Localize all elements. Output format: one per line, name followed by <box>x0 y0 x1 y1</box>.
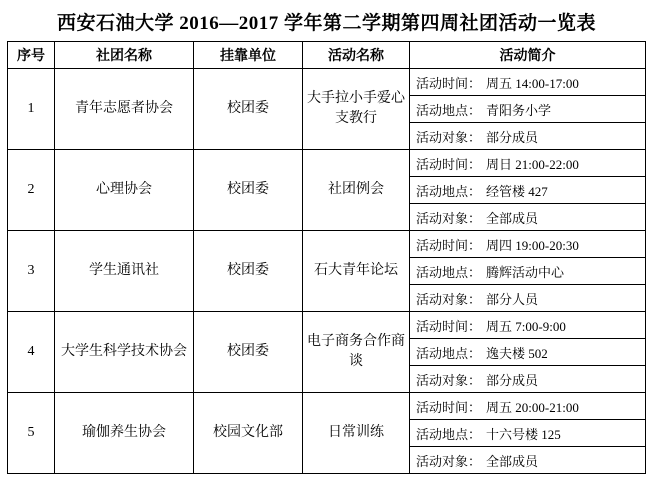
cell-unit: 校团委 <box>194 150 303 231</box>
detail-time <box>410 231 645 258</box>
detail-target <box>410 447 645 474</box>
table-row <box>8 393 646 474</box>
detail-label-time: 活动时间： <box>416 237 482 253</box>
cell-activity: 电子商务合作商谈 <box>303 312 410 393</box>
cell-club: 大学生科学技术协会 <box>55 312 194 393</box>
detail-place <box>410 420 645 447</box>
column-header-no: 序号 <box>8 42 55 69</box>
detail-time <box>410 393 645 420</box>
detail-table <box>410 231 645 311</box>
detail-value-time: 周五 20:00-21:00 <box>486 399 579 415</box>
detail-target <box>410 366 645 393</box>
cell-activity: 大手拉小手爱心支教行 <box>303 69 410 150</box>
cell-activity: 石大青年论坛 <box>303 231 410 312</box>
detail-target <box>410 285 645 312</box>
cell-description <box>410 312 646 393</box>
detail-target <box>410 123 645 150</box>
cell-unit: 校团委 <box>194 231 303 312</box>
detail-place <box>410 339 645 366</box>
cell-no: 4 <box>8 312 55 393</box>
detail-row-target <box>410 366 645 393</box>
detail-table <box>410 393 645 473</box>
detail-label-place: 活动地点： <box>416 264 482 280</box>
detail-row-time <box>410 312 645 339</box>
cell-club: 心理协会 <box>55 150 194 231</box>
column-header-description: 活动简介 <box>410 42 646 69</box>
column-header-activity: 活动名称 <box>303 42 410 69</box>
cell-club: 学生通讯社 <box>55 231 194 312</box>
detail-label-time: 活动时间： <box>416 318 482 334</box>
detail-time <box>410 150 645 177</box>
cell-description <box>410 69 646 150</box>
cell-activity: 社团例会 <box>303 150 410 231</box>
cell-no: 3 <box>8 231 55 312</box>
detail-row-time <box>410 231 645 258</box>
detail-value-target: 部分成员 <box>486 372 539 388</box>
detail-value-target: 全部成员 <box>486 453 539 469</box>
detail-target <box>410 204 645 231</box>
detail-value-place: 逸夫楼 502 <box>486 345 548 361</box>
cell-description <box>410 150 646 231</box>
detail-row-target <box>410 447 645 474</box>
detail-value-place: 十六号楼 125 <box>486 426 561 442</box>
detail-place <box>410 177 645 204</box>
cell-unit: 校园文化部 <box>194 393 303 474</box>
detail-label-place: 活动地点： <box>416 183 482 199</box>
detail-row-place <box>410 96 645 123</box>
cell-unit: 校团委 <box>194 312 303 393</box>
detail-table <box>410 69 645 149</box>
detail-label-target: 活动对象： <box>416 210 482 226</box>
detail-row-time <box>410 393 645 420</box>
detail-value-time: 周五 14:00-17:00 <box>486 75 579 91</box>
detail-label-time: 活动时间： <box>416 156 482 172</box>
detail-row-place <box>410 177 645 204</box>
detail-row-target <box>410 285 645 312</box>
detail-value-target: 全部成员 <box>486 210 539 226</box>
detail-place <box>410 258 645 285</box>
detail-value-target: 部分成员 <box>486 129 539 145</box>
cell-no: 1 <box>8 69 55 150</box>
cell-activity: 日常训练 <box>303 393 410 474</box>
table-body <box>8 69 646 474</box>
detail-label-place: 活动地点： <box>416 345 482 361</box>
detail-label-time: 活动时间： <box>416 75 482 91</box>
detail-label-target: 活动对象： <box>416 129 482 145</box>
detail-label-target: 活动对象： <box>416 372 482 388</box>
detail-row-place <box>410 339 645 366</box>
cell-description <box>410 393 646 474</box>
table-header <box>8 42 646 69</box>
table-header-row <box>8 42 646 69</box>
cell-description <box>410 231 646 312</box>
detail-label-target: 活动对象： <box>416 291 482 307</box>
detail-table <box>410 150 645 230</box>
detail-label-place: 活动地点： <box>416 102 482 118</box>
detail-row-time <box>410 150 645 177</box>
column-header-unit: 挂靠单位 <box>194 42 303 69</box>
detail-label-time: 活动时间： <box>416 399 482 415</box>
detail-label-target: 活动对象： <box>416 453 482 469</box>
cell-club: 青年志愿者协会 <box>55 69 194 150</box>
detail-value-time: 周日 21:00-22:00 <box>486 156 579 172</box>
detail-label-place: 活动地点： <box>416 426 482 442</box>
column-header-club: 社团名称 <box>55 42 194 69</box>
cell-club: 瑜伽养生协会 <box>55 393 194 474</box>
detail-time <box>410 69 645 96</box>
detail-row-time <box>410 69 645 96</box>
detail-time <box>410 312 645 339</box>
cell-no: 5 <box>8 393 55 474</box>
detail-table <box>410 312 645 392</box>
cell-no: 2 <box>8 150 55 231</box>
detail-value-place: 青阳务小学 <box>486 102 552 118</box>
cell-unit: 校团委 <box>194 69 303 150</box>
detail-place <box>410 96 645 123</box>
table-row <box>8 312 646 393</box>
detail-value-target: 部分人员 <box>486 291 539 307</box>
club-activity-table <box>7 41 646 474</box>
detail-value-place: 经管楼 427 <box>486 183 548 199</box>
table-row <box>8 69 646 150</box>
detail-value-time: 周四 19:00-20:30 <box>486 237 579 253</box>
detail-value-time: 周五 7:00-9:00 <box>486 318 566 334</box>
table-row <box>8 150 646 231</box>
detail-row-place <box>410 420 645 447</box>
detail-row-target <box>410 204 645 231</box>
page-title: 西安石油大学 2016—2017 学年第二学期第四周社团活动一览表 <box>56 13 596 34</box>
detail-row-target <box>410 123 645 150</box>
table-row <box>8 231 646 312</box>
detail-value-place: 腾辉活动中心 <box>486 264 565 280</box>
detail-row-place <box>410 258 645 285</box>
